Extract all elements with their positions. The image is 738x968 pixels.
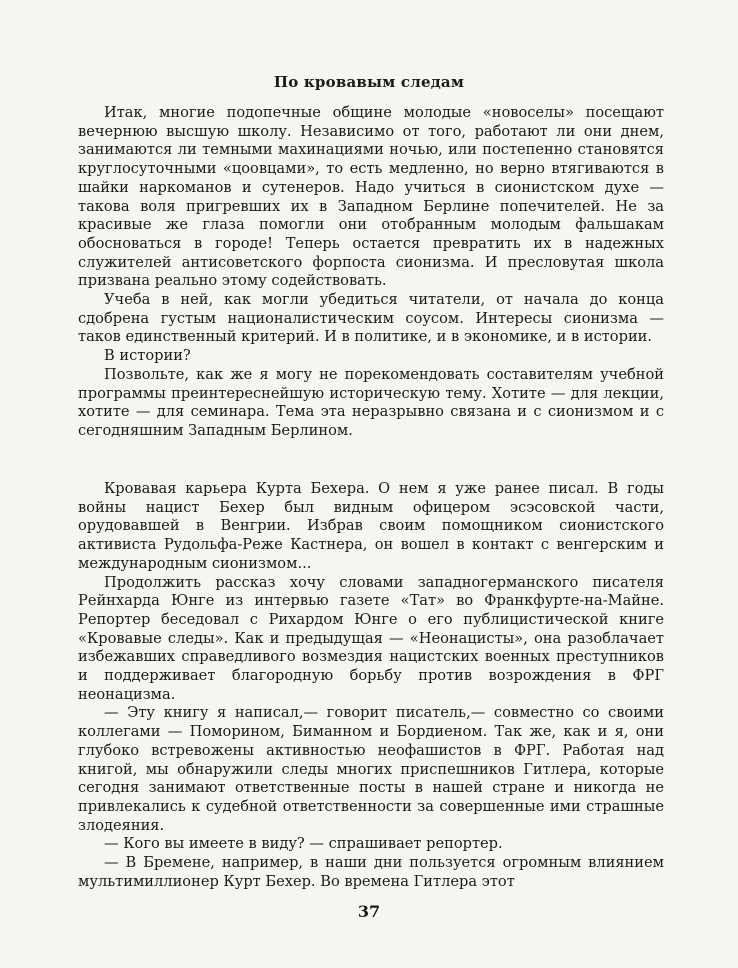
paragraph: В истории? bbox=[104, 347, 191, 365]
paragraph: — В Бремене, например, в наши дни пользуется огромным влиянием мультимиллионер Курт Бехер. Во времена Гитлера этот bbox=[78, 854, 664, 890]
paragraph: Позвольте, как же я могу не порекомендовать составителям учебной программы преинтереснейшую историческую тему. Хотите — для лекции, хотите — для семинара. Тема эта неразрывно связана и с сионизмом и с сегодняшним Западным Берлином. bbox=[78, 365, 664, 439]
paragraph: Учеба в ней, как могли убедиться читатели, от начала до конца сдобрена густым националистическим соусом. Интересы сионизма — таков единственный критерий. И в политике, и в экономике, и в истории. bbox=[78, 291, 664, 346]
paragraph: Продолжить рассказ хочу словами западногерманского писателя Рейнхарда Юнге из интервью газете «Тат» во Франкфурте-на-Майне. Репортер беседовал с Рихардом Юнге о его публицистической книге «Кровавые следы». Как и предыдущая — «Неонацисты», она разоблачает избежавших справедливого возмездия нацистских военных преступников и поддерживает благородную борьбу против возрождения в ФРГ неонацизма. bbox=[78, 573, 664, 703]
paragraph: Итак, многие подопечные общине молодые «новоселы» посещают вечернюю высшую школу. Независимо от того, работают ли они днем, занимаются ли темными махинациями ночью, или постепенно становятся круглосуточными «цоовцами», то есть медленно, но верно втягиваются в шайки наркоманов и сутенеров. Надо учиться в сионистском духе — такова воля пригревших их в Западном Берлине попечителей. Не за красивые же глаза помогли они отобранным молодым фальшакам обосноваться в городе! Теперь остается превратить их в надежных служителей антисоветского форпоста сионизма. И пресловутая школа призвана реально этому содействовать. bbox=[78, 104, 664, 290]
section-1 bbox=[78, 104, 664, 441]
chapter-title: По кровавым следам bbox=[273, 73, 465, 91]
section-2 bbox=[78, 480, 664, 891]
paragraph: — Эту книгу я написал,— говорит писатель,— совместно со своими коллегами — Поморином, Биманном и Бордиеном. Так же, как и я, они глубоко встревожены активностью неофашистов в ФРГ. Работая над книгой, мы обнаружили следы многих приспешников Гитлера, которые сегодня занимают ответственные посты в нашей стране и никогда не привлекались к судебной ответственности за совершенные ими страшные злодеяния. bbox=[78, 704, 664, 834]
paragraph: Кровавая карьера Курта Бехера. О нем я уже ранее писал. В годы войны нацист Бехер был видным офицером эсэсовской части, орудовавшей в Венгрии. Избрав своим помощником сионистского активиста Рудольфа-Реже Кастнера, он вошел в контакт с венгерским и международным сионизмом... bbox=[78, 480, 664, 572]
paragraph: — Кого вы имеете в виду? — спрашивает репортер. bbox=[104, 835, 503, 853]
page-number: 37 bbox=[357, 902, 381, 921]
